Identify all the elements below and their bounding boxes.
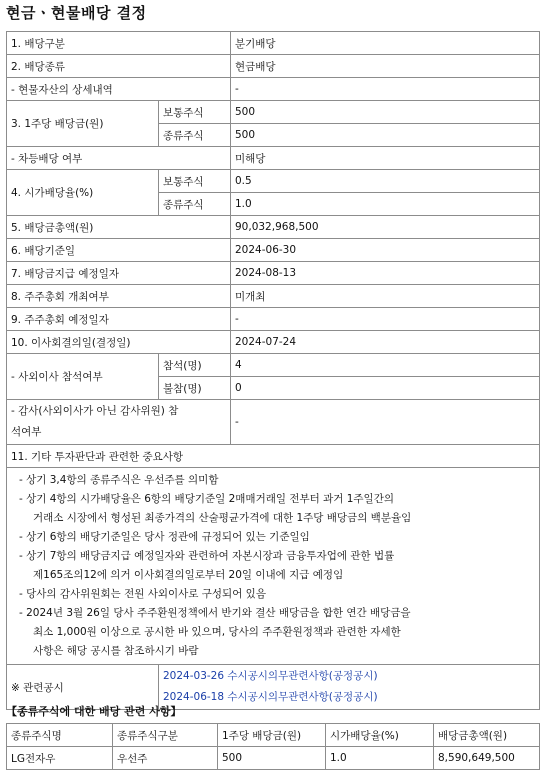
row-value: 2024-06-30	[231, 239, 540, 262]
row-label: ※ 관련공시	[7, 665, 159, 710]
note-item	[19, 585, 535, 604]
note-line: - 상기 3,4항의 종류주식은 우선주를 의미함	[19, 474, 219, 486]
column-header: 종류주식명	[7, 724, 113, 747]
related-links	[159, 665, 540, 710]
column-header: 종류주식구분	[113, 724, 218, 747]
table-row	[7, 170, 540, 193]
row-value: 분기배당	[231, 32, 540, 55]
row-value: 2024-07-24	[231, 331, 540, 354]
page-title: 현금ㆍ현물배당 결정	[6, 4, 147, 22]
note-line: - 상기 4항의 시가배당율은 6항의 배당기준일 2매매거래일 전부터 과거 1주일간의	[19, 493, 394, 505]
section-title: 【종류주식에 대한 배당 관련 사항】	[6, 705, 182, 718]
table-row	[7, 747, 540, 770]
row-label: 5. 배당금총액(원)	[7, 216, 231, 239]
table-cell: 8,590,649,500	[434, 747, 540, 770]
note-line: - 상기 7항의 배당금지급 예정일자와 관련하여 자본시장과 금융투자업에 관한 법률	[19, 550, 395, 562]
notes-cell	[7, 468, 540, 665]
row-value: 1.0	[231, 193, 540, 216]
note-item	[19, 547, 535, 585]
table-row	[7, 331, 540, 354]
note-line: 제165조의12에 의거 이사회결의일로부터 20일 이내에 지급 예정임	[33, 569, 344, 581]
note-item	[19, 471, 535, 490]
row-label: 10. 이사회결의일(결정일)	[7, 331, 231, 354]
row-label: 8. 주주총회 개최여부	[7, 285, 231, 308]
row-label: 1. 배당구분	[7, 32, 231, 55]
table-cell: 1.0	[326, 747, 434, 770]
note-line: 사항은 해당 공시를 참조하시기 바람	[33, 645, 199, 657]
note-item	[19, 528, 535, 547]
dividend-table	[6, 31, 540, 710]
row-value: -	[231, 78, 540, 101]
table-row	[7, 147, 540, 170]
row-value: 90,032,968,500	[231, 216, 540, 239]
related-link[interactable]: 2024-06-18 수시공시의무관련사항(공정공시)	[163, 691, 378, 703]
table-row	[7, 308, 540, 331]
table-cell: 500	[218, 747, 326, 770]
column-header: 배당금총액(원)	[434, 724, 540, 747]
row-label: - 차등배당 여부	[7, 147, 231, 170]
note-line: - 2024년 3월 26일 당사 주주환원정책에서 반기와 결산 배당금을 합한 연간 배당금을	[19, 607, 411, 619]
row-value: 미해당	[231, 147, 540, 170]
row-label: 4. 시가배당율(%)	[7, 170, 159, 216]
note-line: 거래소 시장에서 형성된 최종가격의 산술평균가격에 대한 1주당 배당금의 백분율임	[33, 512, 412, 524]
label-line: 석여부	[11, 426, 42, 438]
table-row	[7, 78, 540, 101]
row-value: -	[231, 308, 540, 331]
row-value: 4	[231, 354, 540, 377]
sub-label: 불참(명)	[159, 377, 231, 400]
column-header: 1주당 배당금(원)	[218, 724, 326, 747]
table-row	[7, 285, 540, 308]
row-label: 7. 배당금지급 예정일자	[7, 262, 231, 285]
row-value: 미개최	[231, 285, 540, 308]
table-row	[7, 216, 540, 239]
table-row	[7, 55, 540, 78]
row-label: - 현물자산의 상세내역	[7, 78, 231, 101]
column-header: 시가배당율(%)	[326, 724, 434, 747]
table-row	[7, 354, 540, 377]
row-label: 2. 배당종류	[7, 55, 231, 78]
notes-row	[7, 468, 540, 665]
table-row	[7, 101, 540, 124]
preferred-stock-table	[6, 723, 540, 770]
table-row	[7, 239, 540, 262]
row-label: 11. 기타 투자판단과 관련한 중요사항	[7, 445, 540, 468]
row-label	[7, 400, 231, 445]
row-value: 2024-08-13	[231, 262, 540, 285]
table-row	[7, 262, 540, 285]
note-line: - 상기 6항의 배당기준일은 당사 정관에 규정되어 있는 기준일임	[19, 531, 310, 543]
row-label: 6. 배당기준일	[7, 239, 231, 262]
table-row	[7, 400, 540, 445]
row-value: 0.5	[231, 170, 540, 193]
row-label: - 사외이사 참석여부	[7, 354, 159, 400]
sub-label: 참석(명)	[159, 354, 231, 377]
table-row	[7, 445, 540, 468]
label-line: - 감사(사외이사가 아닌 감사위원) 참	[11, 405, 179, 417]
sub-label: 보통주식	[159, 101, 231, 124]
row-value: 500	[231, 101, 540, 124]
table-row	[7, 32, 540, 55]
row-label: 9. 주주총회 예정일자	[7, 308, 231, 331]
table-cell: LG전자우	[7, 747, 113, 770]
row-value: -	[231, 400, 540, 445]
sub-label: 종류주식	[159, 124, 231, 147]
table-header-row	[7, 724, 540, 747]
table-cell: 우선주	[113, 747, 218, 770]
sub-label: 보통주식	[159, 170, 231, 193]
row-value: 500	[231, 124, 540, 147]
note-line: - 당사의 감사위원회는 전원 사외이사로 구성되어 있음	[19, 588, 266, 600]
related-link[interactable]: 2024-03-26 수시공시의무관련사항(공정공시)	[163, 670, 378, 682]
note-item	[19, 490, 535, 528]
note-item	[19, 604, 535, 661]
row-value: 0	[231, 377, 540, 400]
row-value: 현금배당	[231, 55, 540, 78]
sub-label: 종류주식	[159, 193, 231, 216]
note-line: 최소 1,000원 이상으로 공시한 바 있으며, 당사의 주주환원정책과 관련한 자세한	[33, 626, 401, 638]
row-label: 3. 1주당 배당금(원)	[7, 101, 159, 147]
